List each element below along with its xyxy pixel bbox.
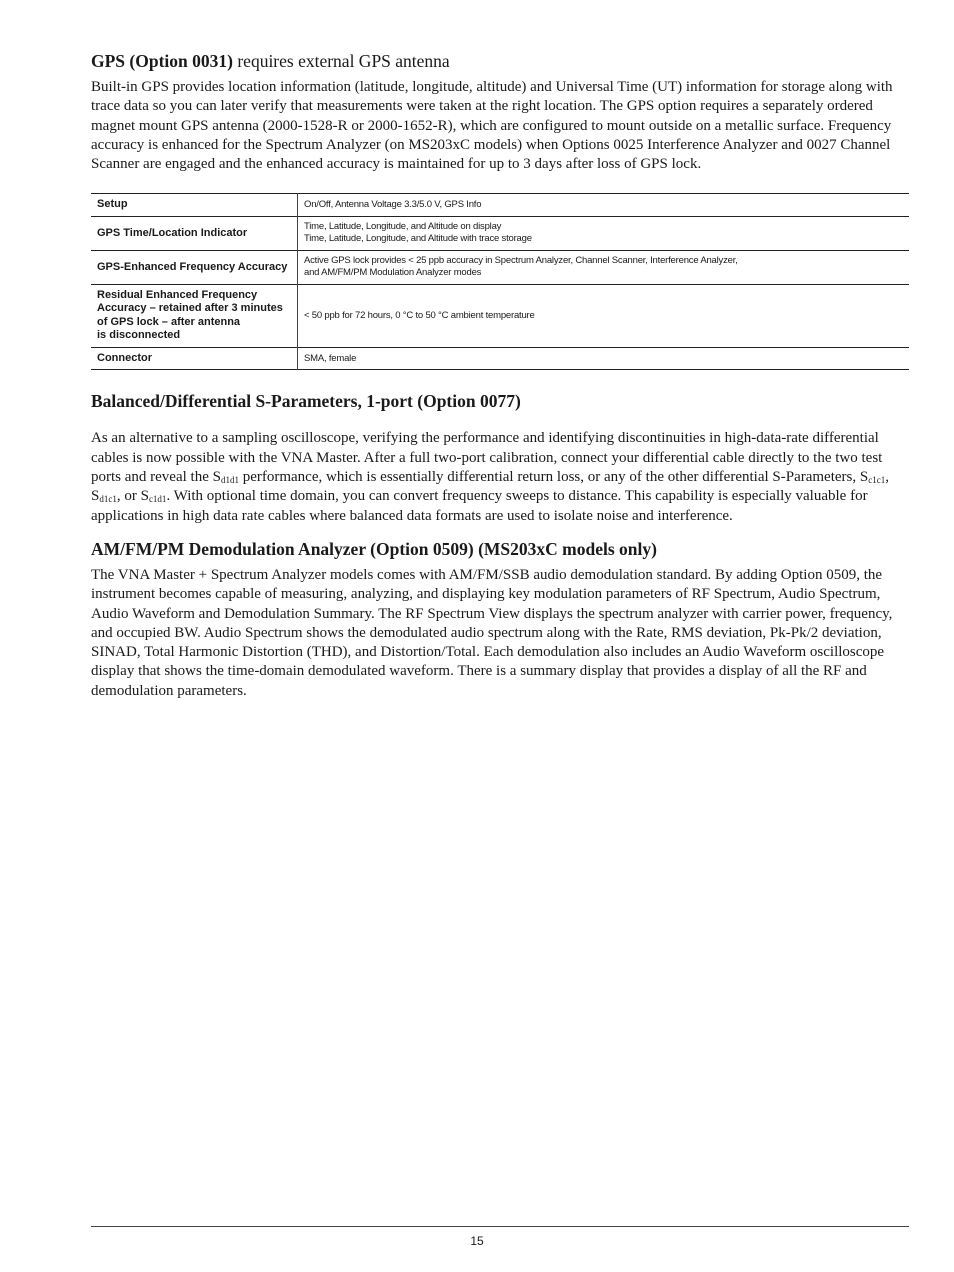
table-row (91, 347, 909, 370)
gps-heading-rest: requires external GPS antenna (232, 51, 450, 71)
subscript-c1d1: c1d1 (148, 494, 167, 505)
spec-value-residual-accuracy: < 50 ppb for 72 hours, 0 °C to 50 °C ambient temperature (298, 284, 910, 347)
spec-label-enhanced-accuracy: GPS-Enhanced Frequency Accuracy (91, 250, 298, 284)
footer-divider (91, 1226, 909, 1227)
amfm-section-heading: AM/FM/PM Demodulation Analyzer (Option 0509) (MS203xC models only) (91, 538, 657, 559)
page-content (91, 50, 909, 701)
subscript-d1c1: d1c1 (99, 494, 117, 505)
spec-value-setup: On/Off, Antenna Voltage 3.3/5.0 V, GPS Info (298, 194, 910, 217)
table-row (91, 194, 909, 217)
spec-label-setup: Setup (91, 194, 298, 217)
spec-value-connector: SMA, female (298, 347, 910, 370)
table-row (91, 216, 909, 250)
balanced-paragraph: As an alternative to a sampling oscilloscope, verifying the performance and identifying discontinuities in high-data-rate differential cables is now possible with the VNA Master. After a full two-port calibration, connect your differential cable directly to the two test ports and reveal the $S_{d1d1}$ performance, which is essentially differential return loss, or any of the other differential S-Parameters, $S_{c1c1}$, $S_{d1c1}$, or $S_{c1d1}$. With optional time domain, you can convert frequency sweeps to distance. This capability is especially valuable for applications in high data rate cables where balanced data formats are used to isolate noise and interference. (91, 430, 889, 524)
subscript-d1d1: d1d1 (220, 475, 239, 486)
table-row (91, 250, 909, 284)
spec-label-time-location: GPS Time/Location Indicator (91, 216, 298, 250)
page-number: 15 (470, 1234, 484, 1248)
spec-value-time-location: Time, Latitude, Longitude, and Altitude on display Time, Latitude, Longitude, and Altitude with trace storage (298, 216, 910, 250)
gps-paragraph: Built-in GPS provides location information (latitude, longitude, altitude) and Universal Time (UT) information for storage along with trace data so you can later verify that measurements were taken at the right location. The GPS option requires a separately ordered magnet mount GPS antenna (2000-1528-R or 2000-1652-R), which are configured to mount outside on a metallic surface. Frequency accuracy is enhanced for the Spectrum Analyzer (on MS203xC models) when Options 0025 Interference Analyzer and 0027 Channel Scanner are engaged and the enhanced accuracy is maintained for up to 3 days after loss of GPS lock. (91, 79, 893, 173)
gps-section-heading (91, 50, 909, 72)
gps-heading-bold: GPS (Option 0031) (91, 51, 233, 71)
balanced-section-heading: Balanced/Differential S-Parameters, 1-port (Option 0077) (91, 391, 521, 412)
gps-spec-table (91, 193, 909, 370)
spec-label-connector: Connector (91, 347, 298, 370)
spec-label-residual-accuracy: Residual Enhanced Frequency Accuracy – retained after 3 minutes of GPS lock – after antenna is disconnected (91, 284, 298, 347)
subscript-c1c1: c1c1 (868, 475, 886, 486)
spec-value-enhanced-accuracy: Active GPS lock provides < 25 ppb accuracy in Spectrum Analyzer, Channel Scanner, Interference Analyzer, and AM/FM/PM Modulation Analyzer modes (298, 250, 910, 284)
amfm-paragraph: The VNA Master + Spectrum Analyzer models comes with AM/FM/SSB audio demodulation standard. By adding Option 0509, the instrument becomes capable of measuring, analyzing, and displaying key modulation parameters of RF Spectrum, Audio Spectrum, Audio Waveform and Demodulation Summary. The RF Spectrum View displays the spectrum analyzer with carrier power, frequency, and occupied BW. Audio Spectrum shows the demodulated audio spectrum along with the Rate, RMS deviation, Pk-Pk/2 deviation, SINAD, Total Harmonic Distortion (THD), and Distortion/Total. Each demodulation also includes an Audio Waveform oscilloscope display that shows the time-domain demodulated waveform. There is a summary display that provides a display of all the RF and demodulation parameters. (91, 566, 893, 699)
table-row (91, 284, 909, 347)
